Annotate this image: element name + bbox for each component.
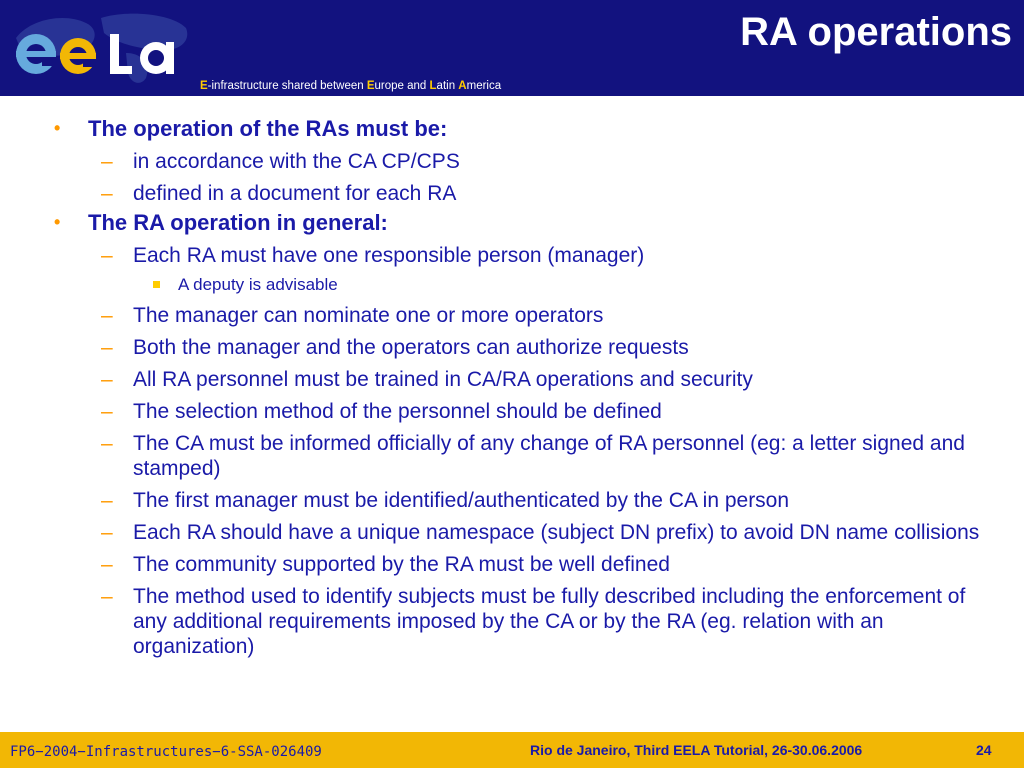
bullet-text: The method used to identify subjects must be fully described including the enforcement of any additional requirements imposed by the CA or by the RA (eg. relation with an organization): [133, 585, 966, 658]
bullet-level-1: [48, 209, 988, 236]
bullet-dash-icon: –: [101, 553, 113, 576]
bullet-text: All RA personnel must be trained in CA/RA operations and security: [133, 368, 753, 391]
bullet-level-3: [48, 274, 988, 296]
bullet-dash-icon: –: [101, 244, 113, 267]
bullet-dash-icon: –: [101, 521, 113, 544]
tagline-text: urope and: [374, 80, 430, 92]
bullet-level-2: [48, 520, 988, 545]
bullet-text: The manager can nominate one or more operators: [133, 304, 604, 327]
tagline-highlight: A: [458, 80, 467, 92]
bullet-dot-icon: •: [54, 118, 61, 138]
tagline-text: -infrastructure shared between: [207, 80, 367, 92]
bullet-text: The RA operation in general:: [88, 210, 388, 235]
tagline-highlight: E: [366, 80, 375, 92]
bullet-level-2: [48, 149, 988, 174]
bullet-dash-icon: –: [101, 489, 113, 512]
bullet-dash-icon: –: [101, 336, 113, 359]
footer-band: [0, 732, 1024, 768]
bullet-level-2: [48, 584, 988, 659]
bullet-dash-icon: –: [101, 400, 113, 423]
footer-project-id: FP6−2004−Infrastructures−6-SSA-026409: [10, 744, 322, 760]
bullet-level-2: [48, 303, 988, 328]
bullet-level-1: [48, 115, 988, 142]
slide-title: RA operations: [740, 10, 1012, 54]
bullet-text: A deputy is advisable: [178, 275, 338, 294]
bullet-text: defined in a document for each RA: [133, 182, 457, 205]
bullet-level-2: [48, 431, 988, 481]
eela-logo-icon: [6, 8, 196, 88]
tagline-highlight: L: [429, 80, 437, 92]
bullet-text: The community supported by the RA must be well defined: [133, 553, 670, 576]
bullet-dash-icon: –: [101, 585, 113, 608]
bullet-dash-icon: –: [101, 368, 113, 391]
bullet-dash-icon: –: [101, 432, 113, 455]
bullet-level-2: [48, 552, 988, 577]
bullet-level-2: [48, 181, 988, 206]
bullet-level-2: [48, 367, 988, 392]
bullet-dash-icon: –: [101, 182, 113, 205]
bullet-list: [48, 112, 988, 659]
bullet-dash-icon: –: [101, 304, 113, 327]
bullet-text: in accordance with the CA CP/CPS: [133, 150, 460, 173]
bullet-text: The first manager must be identified/authenticated by the CA in person: [133, 489, 790, 512]
page-number: 24: [976, 742, 992, 758]
bullet-text: Each RA should have a unique namespace (subject DN prefix) to avoid DN name collisions: [133, 521, 980, 544]
tagline: [200, 80, 501, 92]
tagline-highlight: E: [200, 80, 208, 92]
bullet-dot-icon: •: [54, 212, 61, 232]
bullet-level-2: [48, 243, 988, 268]
bullet-level-2: [48, 335, 988, 360]
tagline-text: merica: [466, 80, 502, 92]
bullet-level-2: [48, 399, 988, 424]
bullet-text: Each RA must have one responsible person (manager): [133, 244, 645, 267]
tagline-text: atin: [436, 80, 459, 92]
header-band: [0, 0, 1024, 96]
bullet-level-2: [48, 488, 988, 513]
footer-event: Rio de Janeiro, Third EELA Tutorial, 26-30.06.2006: [530, 742, 863, 758]
bullet-square-icon: [153, 281, 160, 288]
bullet-text: Both the manager and the operators can authorize requests: [133, 336, 689, 359]
bullet-text: The CA must be informed officially of any change of RA personnel (eg: a letter signed and stamped): [133, 432, 965, 480]
bullet-text: The operation of the RAs must be:: [88, 116, 448, 141]
bullet-text: The selection method of the personnel should be defined: [133, 400, 662, 423]
bullet-dash-icon: –: [101, 150, 113, 173]
